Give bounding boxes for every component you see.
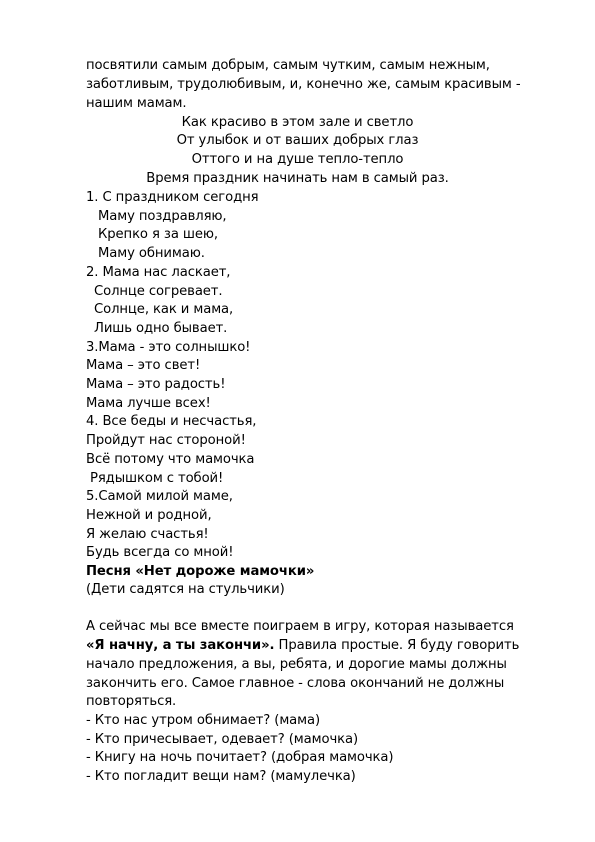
- game-line: закончить его. Самое главное - слова окончаний не должны: [86, 676, 505, 691]
- poem-line: Я желаю счастья!: [86, 527, 209, 542]
- poem-line: 5.Самой милой маме,: [86, 489, 233, 504]
- poem-line: Лишь одно бывает.: [94, 321, 228, 336]
- question-line: - Кто причесывает, одевает? (мамочка): [86, 732, 359, 747]
- poem-line: Крепко я за шею,: [98, 227, 218, 242]
- question-line: - Книгу на ночь почитает? (добрая мамочка): [86, 750, 394, 765]
- game-text: Правила простые. Я буду говорить: [274, 638, 520, 653]
- poem-line: Будь всегда со мной!: [86, 545, 234, 560]
- game-line: А сейчас мы все вместе поиграем в игру, которая называется: [86, 619, 514, 634]
- poem-line: 1. С праздником сегодня: [86, 190, 259, 205]
- poem-line: Пройдут нас стороной!: [86, 433, 246, 448]
- poem-line: 4. Все беды и несчастья,: [86, 414, 257, 429]
- poem-line: Солнце согревает.: [94, 284, 223, 299]
- poem-line: Мама – это радость!: [86, 377, 226, 392]
- verse-line: От улыбок и от ваших добрых глаз: [176, 133, 419, 148]
- game-line: [86, 638, 519, 654]
- verse-line: Как красиво в этом зале и светло: [181, 115, 414, 130]
- poem-line: Рядышком с тобой!: [90, 471, 224, 486]
- poem-line: Мама – это свет!: [86, 358, 201, 373]
- intro-line: заботливым, трудолюбивым, и, конечно же, самым красивым -: [86, 77, 521, 92]
- poem-line: Нежной и родной,: [86, 508, 212, 523]
- game-name: «Я начну, а ты закончи».: [86, 638, 275, 653]
- question-line: - Кто нас утром обнимает? (мама): [86, 713, 321, 728]
- game-line: повторяться.: [86, 694, 177, 709]
- poem-line: Всё потому что мамочка: [86, 452, 255, 467]
- intro-line: посвятили самым добрым, самым чутким, самым нежным,: [86, 58, 490, 73]
- poem-line: Солнце, как и мама,: [94, 302, 234, 317]
- verse-line: Оттого и на душе тепло-тепло: [191, 152, 404, 167]
- song-note: (Дети садятся на стульчики): [86, 582, 285, 597]
- poem-line: Маму обнимаю.: [98, 246, 205, 261]
- game-line: начало предложения, а вы, ребята, и дорогие мамы должны: [86, 657, 507, 672]
- poem-line: 3.Мама - это солнышко!: [86, 340, 251, 355]
- question-line: - Кто погладит вещи нам? (мамулечка): [86, 769, 356, 784]
- poem-line: Мама лучше всех!: [86, 396, 211, 411]
- poem-line: Маму поздравляю,: [98, 209, 227, 224]
- poem-line: 2. Мама нас ласкает,: [86, 265, 231, 280]
- song-title: Песня «Нет дороже мамочки»: [86, 564, 315, 579]
- intro-line: нашим мамам.: [86, 96, 187, 111]
- verse-line: Время праздник начинать нам в самый раз.: [146, 171, 449, 186]
